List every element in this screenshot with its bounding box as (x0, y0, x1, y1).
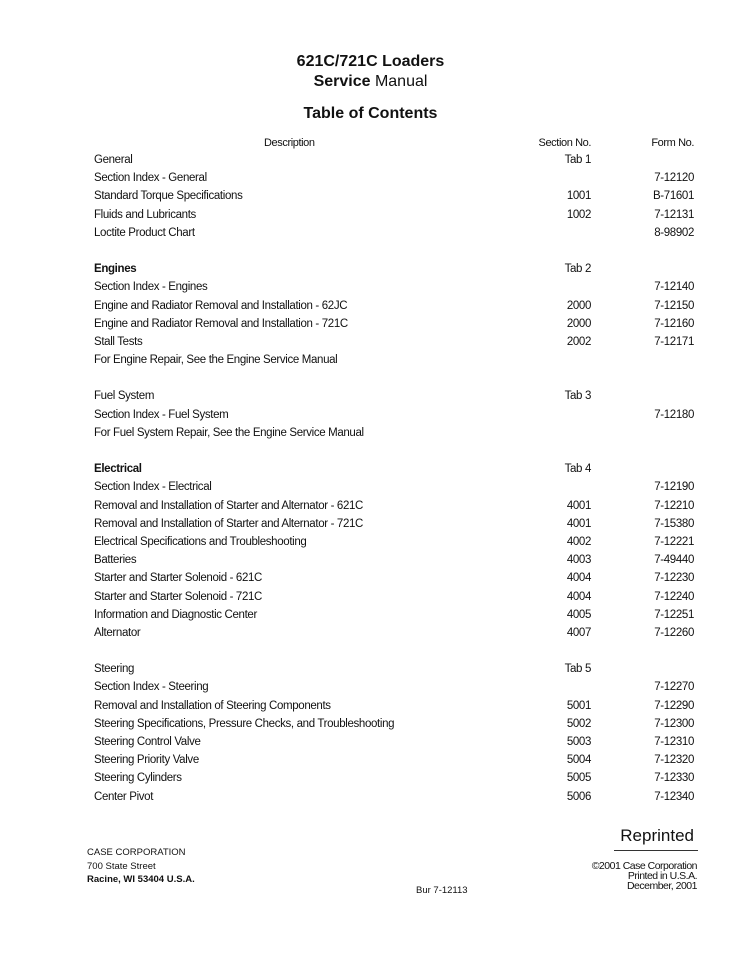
toc-row (0, 661, 741, 679)
toc-form-number: 7-12180 (654, 408, 694, 421)
toc-section-number: 4004 (566, 590, 591, 603)
corp-city: Racine, WI 53404 U.S.A. (87, 874, 195, 885)
toc-section-number: 4001 (566, 517, 591, 530)
toc-row (0, 225, 741, 243)
toc-section-number: Tab 5 (564, 663, 591, 676)
toc-section-number: 4003 (566, 554, 591, 567)
toc-section-number: 2002 (566, 335, 591, 348)
toc-description: Steering Cylinders (94, 772, 182, 785)
toc-description: Section Index - Fuel System (94, 408, 229, 421)
toc-row (0, 698, 741, 716)
toc-form-number: 7-12160 (654, 317, 694, 330)
section-spacer (0, 443, 741, 461)
toc-description: Section Index - Electrical (94, 481, 212, 494)
toc-description: Section Index - General (94, 172, 207, 185)
toc-description: Steering Control Valve (94, 736, 201, 748)
toc-form-number: 7-12270 (654, 681, 694, 694)
toc-form-number: 7-12310 (654, 736, 694, 748)
toc-description: Engine and Radiator Removal and Installation - 62JC (94, 299, 348, 312)
toc-row (0, 607, 741, 625)
toc-section-number: 5002 (566, 717, 591, 730)
toc-row (0, 388, 741, 406)
corp-street: 700 State Street (87, 860, 156, 872)
copyright: ©2001 Case Corporation (591, 860, 697, 872)
toc-form-number: 7-12290 (654, 699, 694, 712)
toc-form-number: 7-12230 (654, 572, 694, 585)
toc-description: Removal and Installation of Steering Components (94, 699, 331, 712)
toc-description: Starter and Starter Solenoid - 721C (94, 590, 263, 603)
toc-section-number: 5003 (566, 736, 591, 748)
toc-section-number: 2000 (566, 299, 591, 312)
toc-row (0, 316, 741, 334)
toc-row (0, 625, 741, 643)
toc-form-number: 7-12260 (654, 626, 694, 639)
toc-row (0, 752, 741, 770)
toc-table (0, 152, 741, 807)
toc-row (0, 425, 741, 443)
toc-section-number: 4005 (566, 608, 591, 621)
toc-section-number: 1001 (566, 190, 591, 203)
toc-row (0, 461, 741, 479)
toc-row (0, 261, 741, 279)
toc-description: Removal and Installation of Starter and Alternator - 621C (94, 499, 363, 512)
toc-description: Standard Torque Specifications (94, 190, 243, 203)
toc-form-number: 7-12171 (654, 335, 694, 348)
toc-form-number: 7-12320 (654, 754, 694, 767)
toc-form-number: 7-12340 (654, 790, 694, 803)
column-header-form: Form No. (651, 137, 694, 149)
column-header-description: Description (264, 137, 315, 149)
toc-row (0, 498, 741, 516)
toc-row (0, 298, 741, 316)
toc-row (0, 479, 741, 497)
toc-row (0, 570, 741, 588)
toc-row (0, 516, 741, 534)
toc-description: Fuel System (94, 390, 155, 403)
print-date: December, 2001 (626, 880, 697, 892)
toc-description: Engines (94, 263, 137, 276)
toc-description: Steering Priority Valve (94, 754, 199, 767)
toc-form-number: 7-12221 (654, 535, 694, 548)
toc-row (0, 152, 741, 170)
toc-row (0, 679, 741, 697)
subtitle-bold: Service (313, 73, 371, 90)
toc-description: Electrical Specifications and Troubleshooting (94, 535, 307, 548)
toc-section-number: 4007 (566, 626, 591, 639)
toc-row (0, 716, 741, 734)
toc-section-number: Tab 1 (564, 154, 591, 166)
printed-in: Printed in U.S.A. (627, 870, 697, 882)
subtitle-rest: Manual (370, 73, 428, 90)
toc-section-number: 1002 (566, 208, 591, 221)
toc-form-number: 7-12131 (654, 208, 694, 221)
toc-description: Section Index - Engines (94, 281, 208, 294)
toc-description: Loctite Product Chart (94, 226, 195, 239)
toc-description: Fluids and Lubricants (94, 208, 196, 221)
corporation-address (87, 846, 195, 887)
toc-form-number: 7-12150 (654, 299, 694, 312)
toc-row (0, 407, 741, 425)
toc-description: General (94, 154, 133, 166)
toc-row (0, 352, 741, 370)
copyright-block (592, 861, 697, 891)
toc-row (0, 770, 741, 788)
toc-description: Alternator (94, 626, 141, 639)
toc-description: Removal and Installation of Starter and Alternator - 721C (94, 517, 363, 530)
reprinted-underline (614, 850, 698, 851)
toc-description: For Fuel System Repair, See the Engine Service Manual (94, 426, 364, 439)
toc-form-number: 7-12330 (654, 772, 694, 785)
toc-section-number: 5004 (566, 754, 591, 767)
toc-description: Information and Diagnostic Center (94, 608, 257, 621)
toc-row (0, 207, 741, 225)
toc-row (0, 279, 741, 297)
toc-row (0, 534, 741, 552)
toc-row (0, 589, 741, 607)
toc-form-number: B-71601 (652, 190, 694, 203)
toc-form-number: 7-49440 (654, 554, 694, 567)
toc-form-number: 7-15380 (654, 517, 694, 530)
section-spacer (0, 643, 741, 661)
toc-form-number: 7-12190 (654, 481, 694, 494)
toc-form-number: 7-12300 (654, 717, 694, 730)
toc-section-number: 5005 (566, 772, 591, 785)
toc-description: Section Index - Steering (94, 681, 209, 694)
toc-description: Center Pivot (94, 790, 154, 803)
toc-section-number: 5001 (566, 699, 591, 712)
document-subtitle (0, 73, 741, 91)
section-spacer (0, 243, 741, 261)
toc-section-number: 4001 (566, 499, 591, 512)
toc-description: Batteries (94, 554, 137, 567)
toc-row (0, 789, 741, 807)
toc-heading: Table of Contents (303, 105, 438, 122)
toc-form-number: 7-12120 (654, 172, 694, 185)
toc-section-number: Tab 4 (564, 463, 591, 476)
toc-form-number: 7-12251 (654, 608, 694, 621)
toc-row (0, 552, 741, 570)
toc-section-number: Tab 3 (564, 390, 591, 403)
toc-section-number: 5006 (566, 790, 591, 803)
corp-name: CASE CORPORATION (87, 847, 186, 858)
toc-form-number: 8-98902 (654, 226, 694, 239)
toc-form-number: 7-12210 (654, 499, 694, 512)
toc-row (0, 188, 741, 206)
toc-description: Steering (94, 663, 135, 676)
toc-description: Steering Specifications, Pressure Checks, and Troubleshooting (94, 717, 395, 730)
toc-form-number: 7-12240 (654, 590, 694, 603)
toc-section-number: 4002 (566, 535, 591, 548)
toc-description: Stall Tests (94, 335, 143, 348)
toc-description: For Engine Repair, See the Engine Service Manual (94, 354, 338, 367)
toc-description: Starter and Starter Solenoid - 621C (94, 572, 263, 585)
reprinted-label: Reprinted (620, 826, 694, 845)
toc-description: Electrical (94, 463, 142, 476)
toc-section-number: Tab 2 (564, 263, 591, 276)
section-spacer (0, 370, 741, 388)
toc-form-number: 7-12140 (654, 281, 694, 294)
toc-section-number: 4004 (566, 572, 591, 585)
column-header-section: Section No. (538, 137, 591, 149)
toc-description: Engine and Radiator Removal and Installation - 721C (94, 317, 348, 330)
document-title: 621C/721C Loaders (296, 53, 445, 70)
toc-row (0, 334, 741, 352)
toc-row (0, 734, 741, 752)
bur-number: Bur 7-12113 (416, 885, 468, 896)
toc-row (0, 170, 741, 188)
toc-section-number: 2000 (566, 317, 591, 330)
